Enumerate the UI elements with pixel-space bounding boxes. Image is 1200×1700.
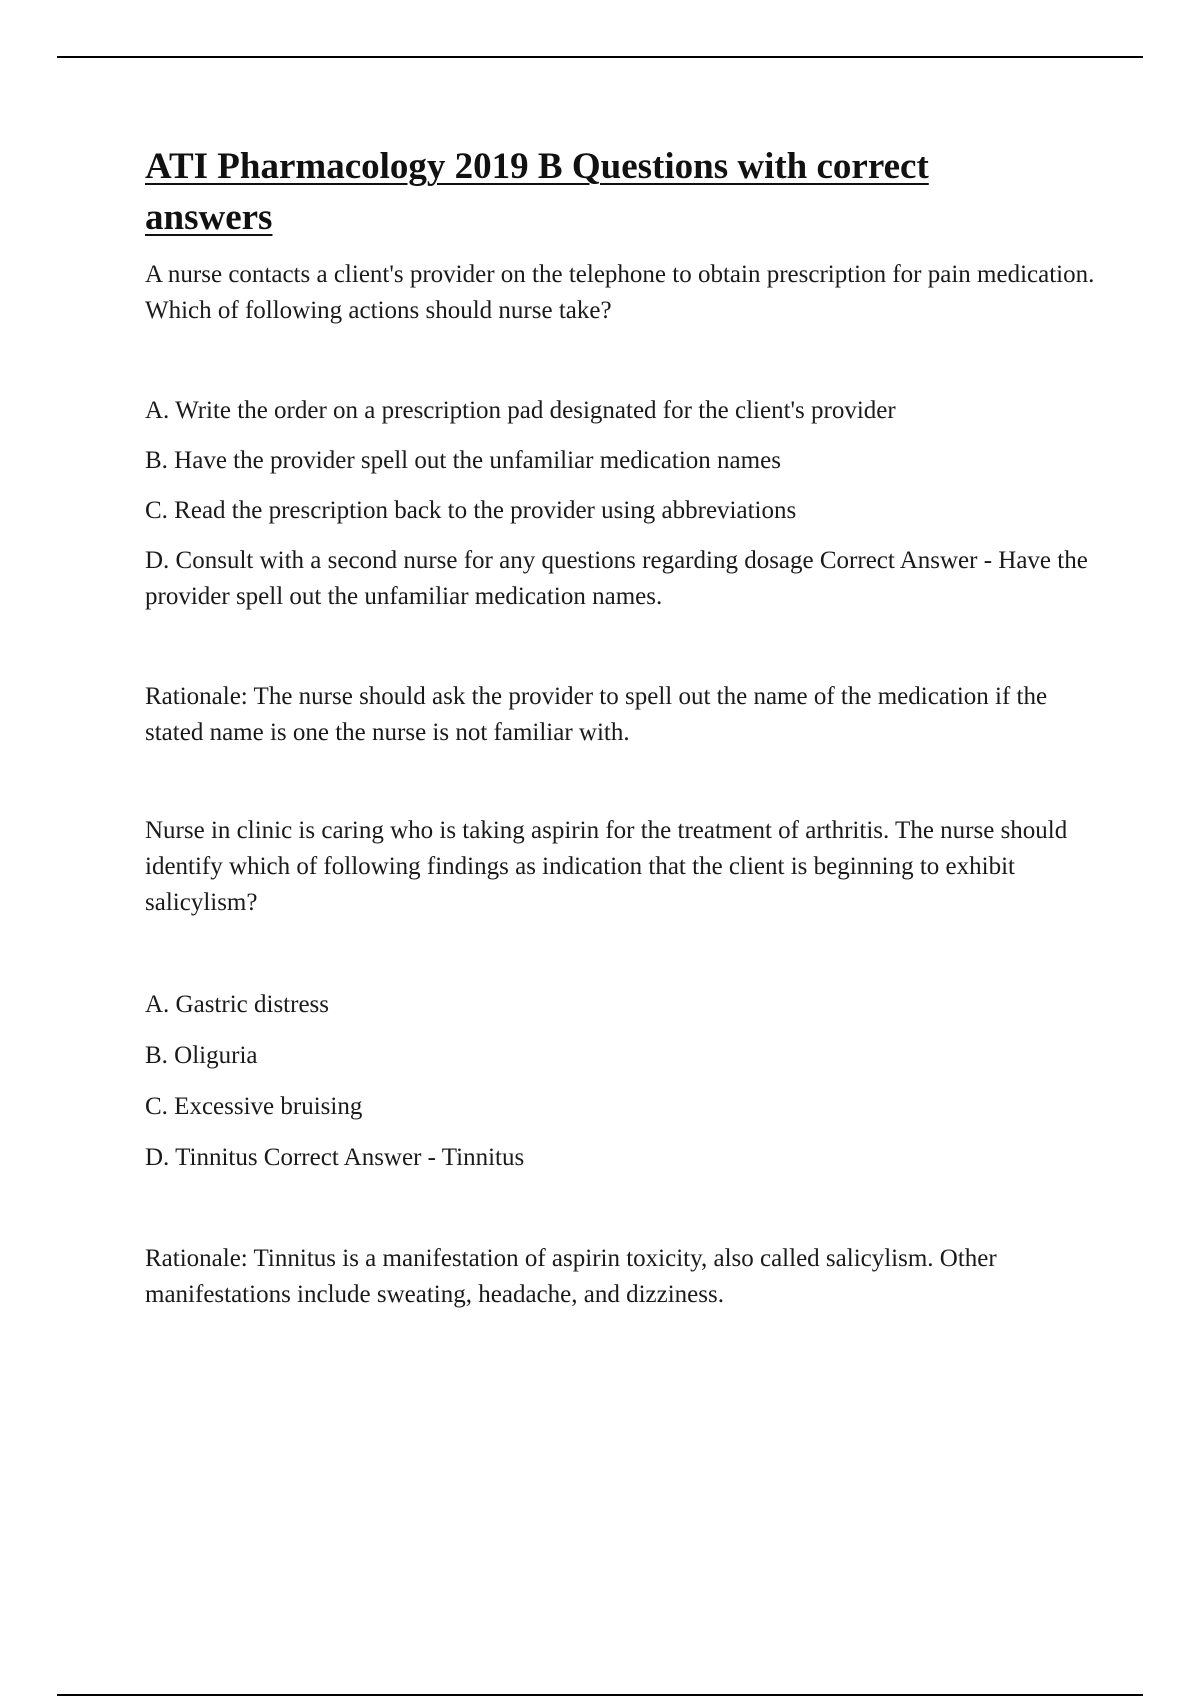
question-1-option-c: C. Read the prescription back to the provider using abbreviations	[145, 497, 797, 524]
question-2-option-c: C. Excessive bruising	[145, 1093, 363, 1120]
question-1-option-b: B. Have the provider spell out the unfamiliar medication names	[145, 447, 781, 474]
question-1-option-a: A. Write the order on a prescription pad designated for the client's provider	[145, 397, 896, 424]
question-2-option-b: B. Oliguria	[145, 1042, 258, 1069]
question-2-option-a: A. Gastric distress	[145, 991, 329, 1018]
question-2-rationale: Rationale: Tinnitus is a manifestation of aspirin toxicity, also called salicylism. Other manifestations include sweating, headache, and dizziness.	[145, 1245, 997, 1308]
document-title: ATI Pharmacology 2019 B Questions with correct answers	[145, 146, 929, 238]
question-2: Nurse in clinic is caring who is taking aspirin for the treatment of arthritis. The nurse should identify which of following findings as indication that the client is beginning to exhibit salicylism?	[145, 817, 1068, 916]
question-1: A nurse contacts a client's provider on the telephone to obtain prescription for pain medication. Which of following actions should nurse take?	[145, 261, 1095, 324]
document-body	[145, 141, 1105, 1313]
footer-rule	[57, 1694, 1143, 1696]
question-2-option-d: D. Tinnitus Correct Answer - Tinnitus	[145, 1144, 525, 1171]
question-1-rationale: Rationale: The nurse should ask the provider to spell out the name of the medication if the stated name is one the nurse is not familiar with.	[145, 683, 1048, 746]
question-1-option-d: D. Consult with a second nurse for any questions regarding dosage Correct Answer - Have the provider spell out the unfamiliar medication names.	[145, 547, 1088, 610]
header-rule	[57, 56, 1143, 58]
